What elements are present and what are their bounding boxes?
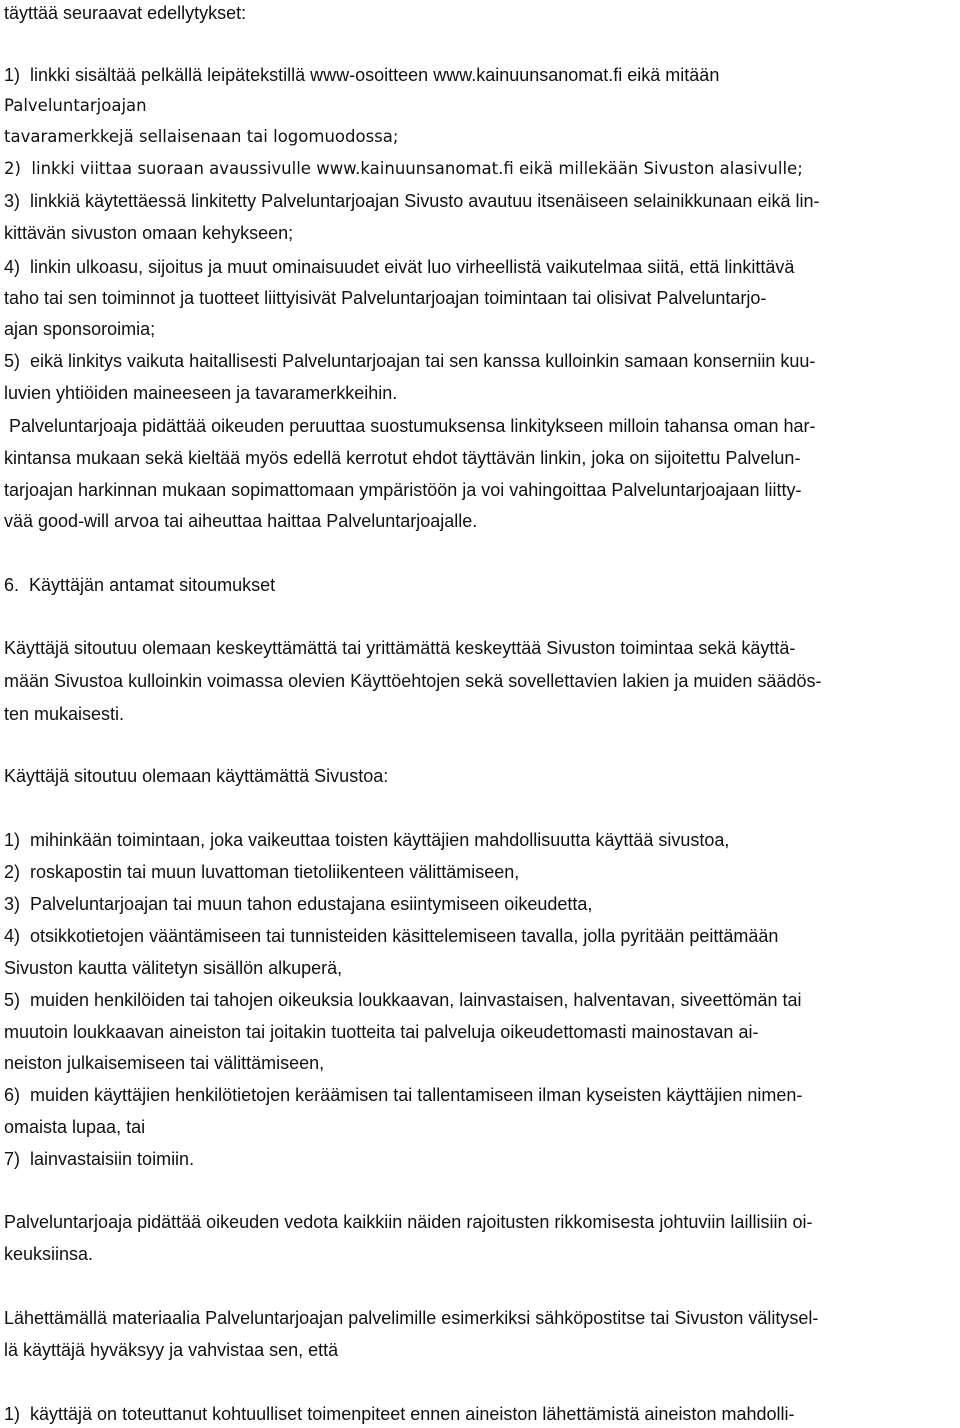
text-line: 2) linkki viittaa suoraan avaussivulle www.kainuunsanomat.fi eikä millekään Sivuston alasivulle; (4, 159, 803, 178)
text-line: keuksiinsa. (4, 1244, 94, 1264)
text-line: 1) linkki sisältää pelkällä leipätekstillä www-osoitteen www.kainuunsanomat.fi eikä mitään (4, 65, 720, 85)
text-line: Palveluntarjoaja pidättää oikeuden peruuttaa suostumuksensa linkitykseen milloin tahansa oman har- (9, 416, 816, 436)
text-line: ajan sponsoroimia; (4, 319, 156, 339)
text-line: 7) lainvastaisiin toimiin. (4, 1149, 195, 1169)
text-line: Palveluntarjoajan (4, 96, 147, 115)
text-line: 2) roskapostin tai muun luvattoman tietoliikenteen välittämiseen, (4, 862, 520, 882)
text-line: kintansa mukaan sekä kieltää myös edellä kerrotut ehdot täyttävän linkin, joka on sijoitettu Palvelun- (4, 448, 801, 468)
text-line: lä käyttäjä hyväksyy ja vahvistaa sen, että (4, 1340, 339, 1360)
text-line: 3) linkkiä käytettäessä linkitetty Palveluntarjoajan Sivusto avautuu itsenäiseen selainikkunaan eikä lin- (4, 191, 820, 211)
text-line: neiston julkaisemiseen tai välittämiseen, (4, 1053, 325, 1073)
text-line: vää good-will arvoa tai aiheuttaa haittaa Palveluntarjoajalle. (4, 511, 478, 531)
text-line: tarjoajan harkinnan mukaan sopimattomaan ympäristöön ja voi vahingoittaa Palveluntarjoajaan liitty- (4, 480, 802, 500)
text-line: muutoin loukkaavan aineiston tai joitakin tuotteita tai palveluja oikeudettomasti mainostavan ai- (4, 1022, 759, 1042)
text-line: 4) linkin ulkoasu, sijoitus ja muut ominaisuudet eivät luo virheellistä vaikutelmaa siitä, että linkittävä (4, 257, 795, 277)
text-line: Palveluntarjoaja pidättää oikeuden vedota kaikkiin näiden rajoitusten rikkomisesta johtuviin laillisiin oi- (4, 1212, 813, 1232)
section-heading: 6. Käyttäjän antamat sitoumukset (4, 575, 276, 595)
text-line: Lähettämällä materiaalia Palveluntarjoajan palvelimille esimerkiksi sähköpostitse tai Sivuston välitysel- (4, 1308, 819, 1328)
text-line: tavaramerkkejä sellaisenaan tai logomuodossa; (4, 127, 399, 146)
text-line: luvien yhtiöiden maineeseen ja tavaramerkkeihin. (4, 383, 398, 403)
text-line: 5) muiden henkilöiden tai tahojen oikeuksia loukkaavan, lainvastaisen, halventavan, siveettömän tai (4, 990, 802, 1010)
text-line: Käyttäjä sitoutuu olemaan käyttämättä Sivustoa: (4, 766, 389, 786)
text-line: 6) muiden käyttäjien henkilötietojen keräämisen tai tallentamiseen ilman kyseisten käyttäjien nimen- (4, 1085, 803, 1105)
text-line: taho tai sen toiminnot ja tuotteet liittyisivät Palveluntarjoajan toimintaan tai olisivat Palveluntarjo- (4, 288, 767, 308)
text-line: mään Sivustoa kulloinkin voimassa olevien Käyttöehtojen sekä sovellettavien lakien ja muiden säädös- (4, 671, 822, 691)
text-line: ten mukaisesti. (4, 704, 125, 724)
text-line: 1) käyttäjä on toteuttanut kohtuulliset toimenpiteet ennen aineiston lähettämistä aineiston mahdolli- (4, 1404, 795, 1424)
text-line: Sivuston kautta välitetyn sisällön alkuperä, (4, 958, 343, 978)
text-line: täyttää seuraavat edellytykset: (4, 3, 247, 23)
text-line: 4) otsikkotietojen vääntämiseen tai tunnisteiden käsittelemiseen tavalla, jolla pyritään peittämään (4, 926, 779, 946)
text-line: Käyttäjä sitoutuu olemaan keskeyttämättä tai yrittämättä keskeyttää Sivuston toimintaa sekä käyttä- (4, 638, 796, 658)
text-line: kittävän sivuston omaan kehykseen; (4, 223, 294, 243)
text-line: 5) eikä linkitys vaikuta haitallisesti Palveluntarjoajan tai sen kanssa kulloinkin samaan konserniin kuu- (4, 351, 816, 371)
text-line: 3) Palveluntarjoajan tai muun tahon edustajana esiintymiseen oikeudetta, (4, 894, 593, 914)
text-line: 1) mihinkään toimintaan, joka vaikeuttaa toisten käyttäjien mahdollisuutta käyttää sivustoa, (4, 830, 730, 850)
text-line: omaista lupaa, tai (4, 1117, 146, 1137)
